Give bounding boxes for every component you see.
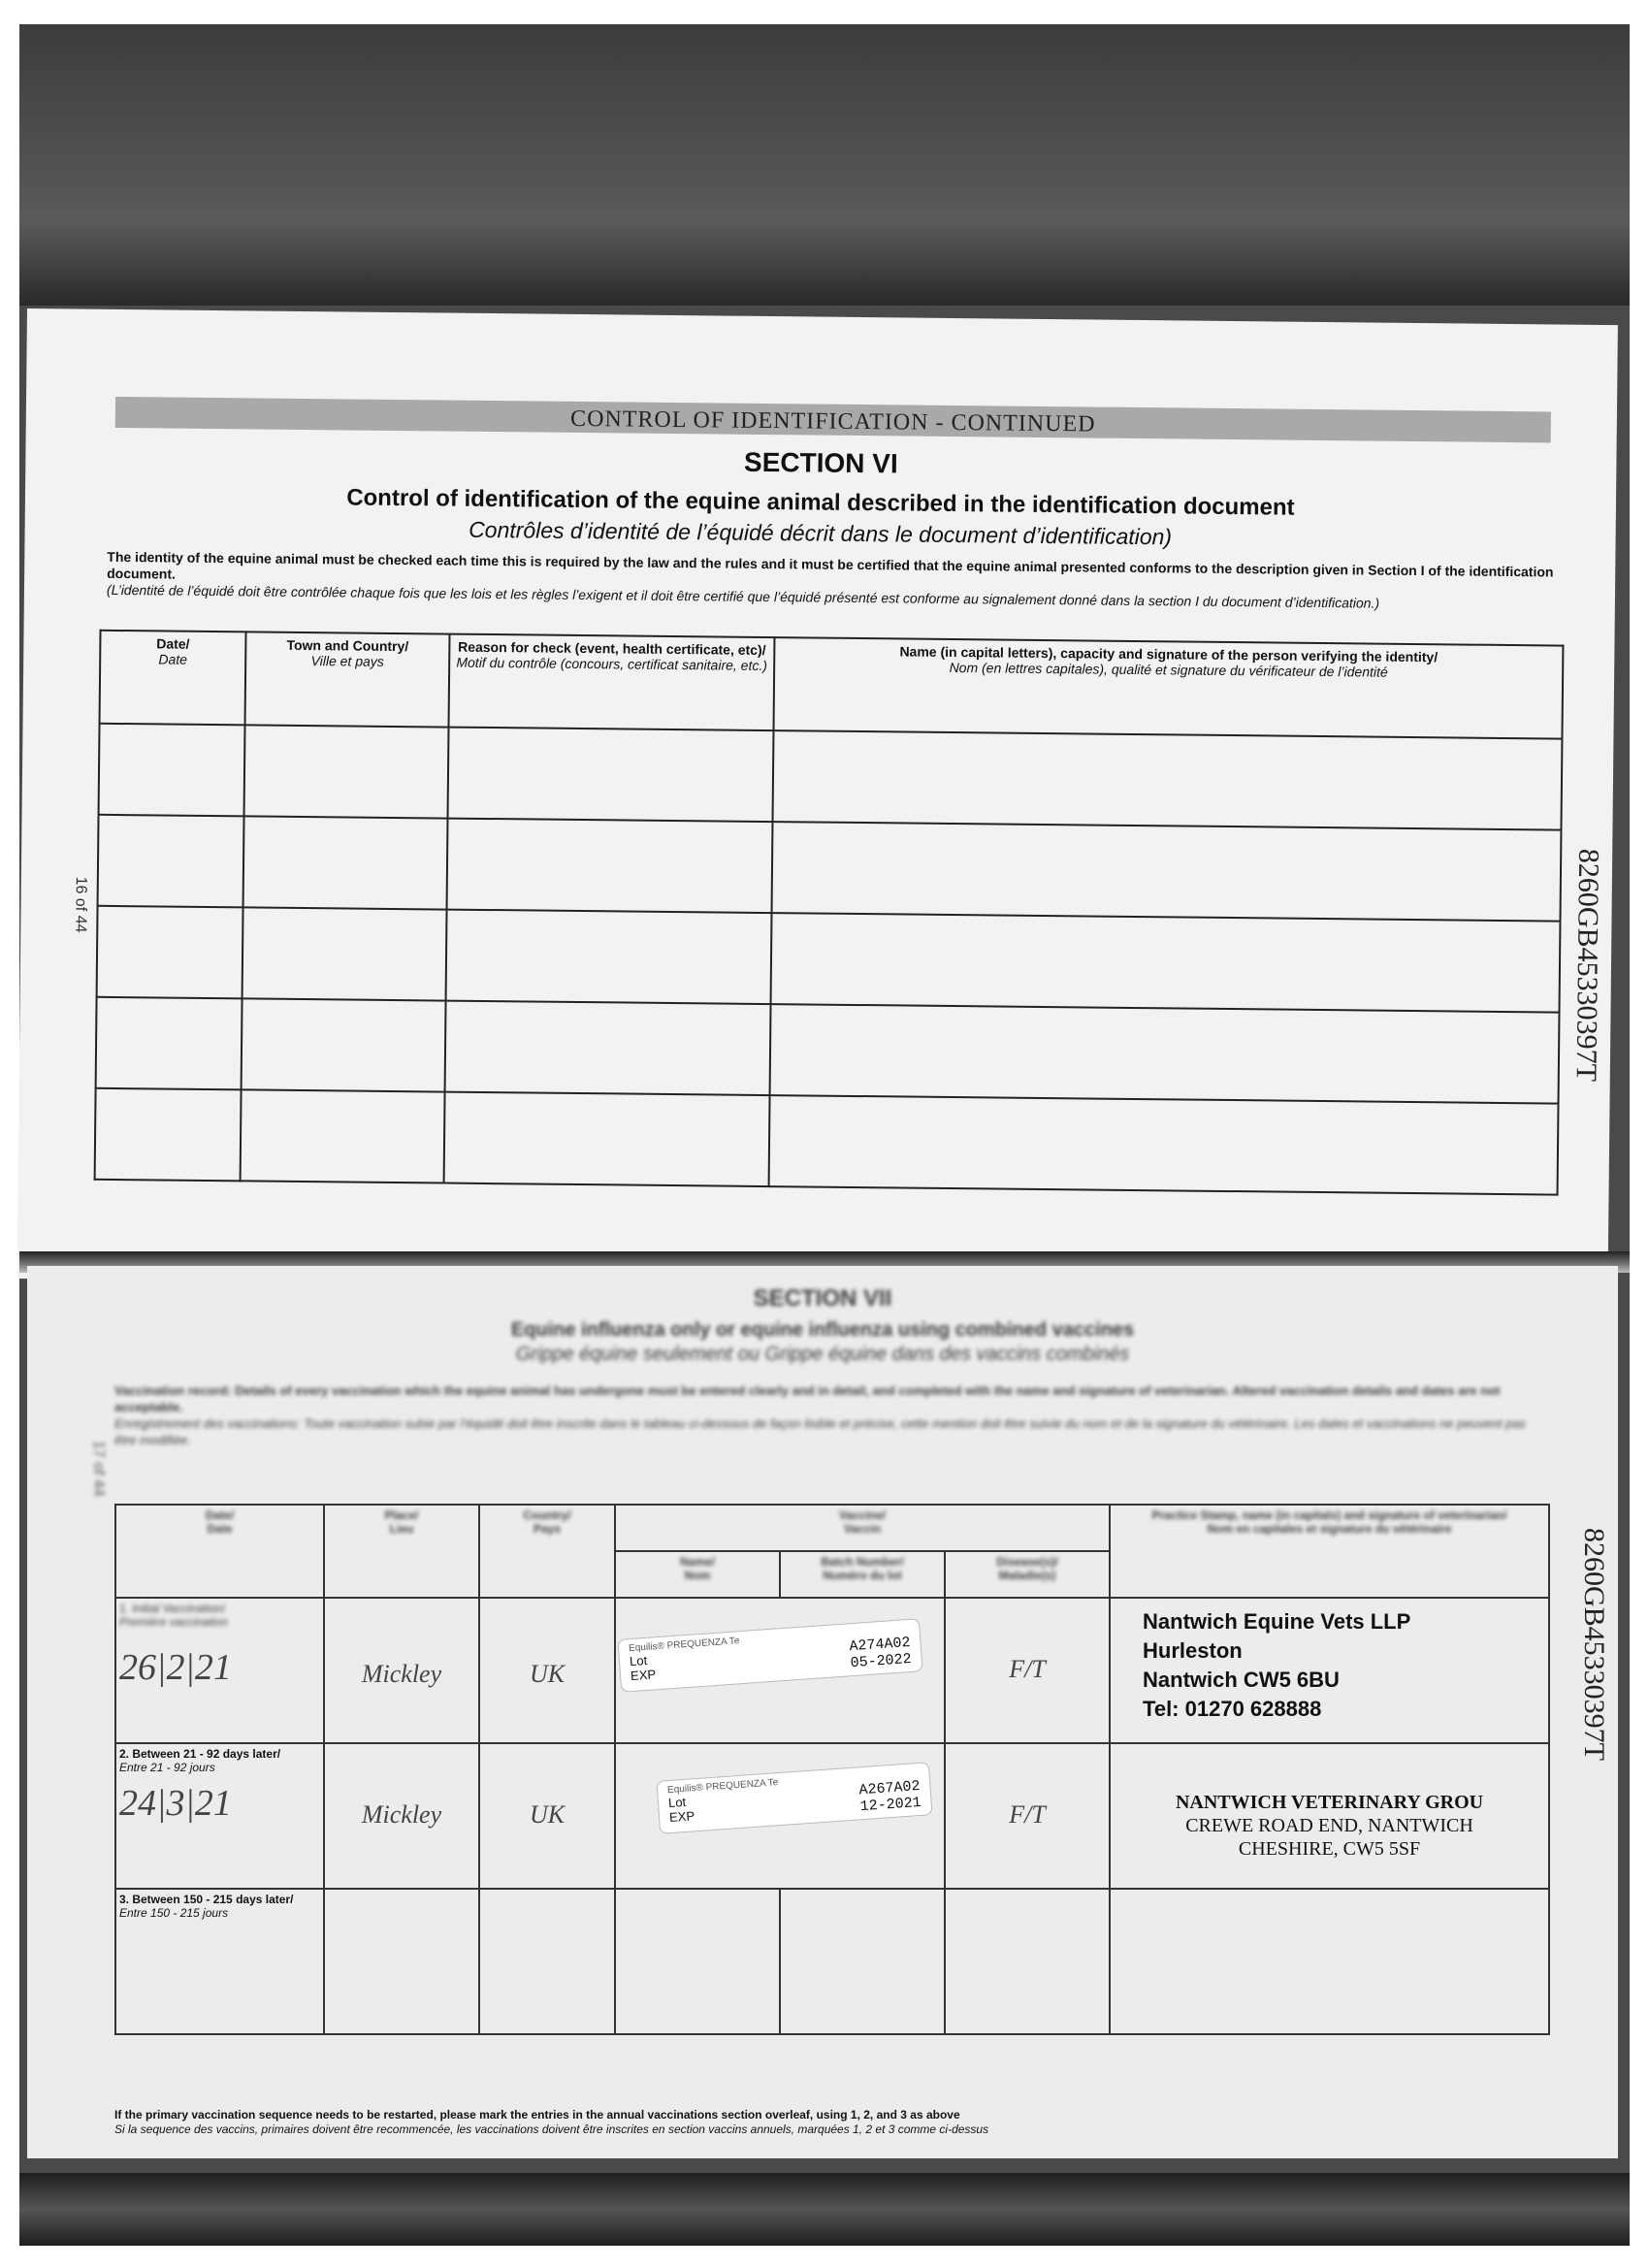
footnote-en: If the primary vaccination sequence needs to be restarted, please mark the entries in the annual vaccinations section overleaf, using 1, 2, and 3 as above: [114, 2108, 960, 2122]
scan-bottom-edge: [19, 2173, 1630, 2246]
section-subtitle-fr: Contrôles d’identité de l’équidé décrit dans le document d’identification): [469, 516, 1173, 550]
vac-col-batch: Batch Number/ Numéro du lot: [780, 1551, 945, 1598]
handwritten-date: 24|3|21: [119, 1783, 232, 1824]
vet-stamp-cell[interactable]: [1110, 1743, 1549, 1889]
scan-top-shadow: [19, 24, 1630, 306]
table-cell[interactable]: [98, 815, 244, 908]
control-page: [17, 308, 1618, 1295]
table-row: [97, 906, 1561, 1013]
vet-stamp-cell[interactable]: [1110, 1889, 1549, 2034]
table-cell[interactable]: [447, 819, 773, 914]
expiry-date: 12-2021: [859, 1794, 922, 1816]
vaccine-sticker-cell[interactable]: [615, 1743, 945, 1889]
vac-col-name: Name/ Nom: [615, 1551, 780, 1598]
vaccination-place-cell[interactable]: [324, 1743, 479, 1889]
handwritten-place: Mickley: [361, 1800, 442, 1829]
table-cell[interactable]: [771, 913, 1561, 1013]
vaccination-country-cell[interactable]: [479, 1743, 615, 1889]
disease-cell[interactable]: [945, 1889, 1110, 2034]
vaccination-intro: [114, 1382, 1550, 1448]
vaccine-name-cell[interactable]: [615, 1889, 780, 2034]
handwritten-place: Mickley: [361, 1660, 442, 1688]
col-town-country: Town and Country/ Ville et pays: [245, 632, 450, 727]
table-cell[interactable]: [444, 1092, 770, 1187]
footnote-fr: Si la sequence des vaccins, primaires doivent être recommencée, les vaccinations doivent être inscrites en section vaccins annuels, marquées 1, 2 et 3 comme ci-dessus: [114, 2122, 989, 2136]
vaccination-place-cell[interactable]: [324, 1889, 479, 2034]
vaccine-sticker-cell[interactable]: [615, 1598, 945, 1743]
vaccination-intro-en: Vaccination record: Details of every vaccination which the equine animal has undergone must be entered clearly and in detail, and completed with the name and signature of veterinarian. Altered vaccination details and dates are not acceptable.: [114, 1383, 1501, 1414]
vac-col-place: Place/ Lieu: [324, 1505, 479, 1598]
section-subtitle: Control of identification of the equine animal described in the identification document: [346, 484, 1295, 521]
table-cell[interactable]: [243, 816, 448, 909]
vaccination-place-cell[interactable]: [324, 1598, 479, 1743]
expiry-date: 05-2022: [850, 1650, 913, 1672]
control-table: [94, 630, 1565, 1196]
table-cell[interactable]: [446, 910, 772, 1005]
handwritten-country: UK: [529, 1800, 566, 1829]
table-cell[interactable]: [99, 724, 245, 817]
intro-fr: (L’identité de l’équidé doit être contrôlée chaque fois que les lois et les règles l’exigent et il doit être certifié que l’équidé présenté est conforme au signalement donné dans la section I du document d’identification.): [106, 581, 1380, 611]
vac-col-vaccine: Vaccine/ Vaccin: [615, 1505, 1110, 1551]
table-cell[interactable]: [769, 1095, 1559, 1195]
vaccination-header-row: [115, 1505, 1549, 1551]
table-cell[interactable]: [773, 730, 1563, 830]
batch-number: A267A02: [858, 1777, 922, 1799]
vaccination-date-cell[interactable]: 1. Initial Vaccination/ Première vaccination 26|2|21: [115, 1598, 324, 1743]
table-row: [115, 1598, 1549, 1743]
table-cell[interactable]: [242, 907, 447, 1000]
vaccine-sticker: Equilis® PREQUENZA Te Lot EXP A267A02 12-2021: [656, 1762, 932, 1834]
vaccination-section-title: SECTION VII: [753, 1285, 892, 1312]
table-row: [95, 1088, 1559, 1195]
vaccination-country-cell[interactable]: [479, 1598, 615, 1743]
table-cell[interactable]: [244, 725, 449, 818]
table-cell[interactable]: [772, 822, 1562, 922]
table-cell[interactable]: [97, 906, 243, 999]
table-row: [115, 1889, 1549, 2034]
footnote: [114, 2108, 1550, 2137]
vaccination-country-cell[interactable]: [479, 1889, 615, 2034]
col-reason: Reason for check (event, health certificate, etc)/ Motif du contrôle (concours, certificat sanitaire, etc.): [449, 634, 775, 731]
table-row: [98, 815, 1562, 922]
table-cell[interactable]: [448, 728, 774, 823]
vaccination-subtitle: Equine influenza only or equine influenza using combined vaccines: [510, 1319, 1135, 1341]
vaccination-subtitle-fr: Grippe équine seulement ou Grippe équine dans des vaccins combinés: [515, 1344, 1130, 1365]
intro-text: [107, 549, 1562, 614]
batch-number: A274A02: [848, 1634, 912, 1656]
handwritten-disease: F/T: [1009, 1800, 1046, 1829]
vac-col-disease: Disease(s)/ Maladie(s): [945, 1551, 1110, 1598]
vet-stamp: NANTWICH VETERINARY GROU CREWE ROAD END, NANTWICH CHESHIRE, CW5 5SF: [1175, 1792, 1484, 1860]
handwritten-disease: F/T: [1009, 1655, 1046, 1683]
serial-number: 8260GB45330397T: [1578, 1528, 1610, 1761]
vac-col-date: Date/ Date: [115, 1505, 324, 1598]
vet-stamp: Nantwich Equine Vets LLP Hurleston Nantwich CW5 6BU Tel: 01270 628888: [1143, 1609, 1411, 1721]
disease-cell[interactable]: [945, 1598, 1110, 1743]
page-number: 16 of 44: [72, 876, 89, 933]
section-banner: CONTROL OF IDENTIFICATION - CONTINUED: [115, 397, 1551, 442]
vet-stamp-cell[interactable]: [1110, 1598, 1549, 1743]
vaccination-table: [114, 1504, 1550, 2035]
intro-en: The identity of the equine animal must be checked each time this is required by the law and the rules and it must be certified that the equine animal presented conforms to the description given in Section I of the identification document.: [107, 548, 1554, 582]
table-cell[interactable]: [96, 997, 242, 1090]
vaccination-page: [27, 1266, 1618, 2158]
table-cell[interactable]: [95, 1088, 242, 1182]
vac-col-country: Country/ Pays: [479, 1505, 615, 1598]
vaccination-date-cell[interactable]: 2. Between 21 - 92 days later/ Entre 21 - 92 jours 24|3|21: [115, 1743, 324, 1889]
col-date: Date/ Date: [100, 631, 246, 726]
vaccination-intro-fr: Enregistrement des vaccinations: Toute vaccination subie par l’équidé doit être inscrite dans le tableau ci-dessous de façon lisible et précise, cette mention doit être suivie du nom et de la signature du vétérinaire. Les dates et vaccinations ne peuvent pas être modifiée.: [114, 1416, 1526, 1447]
vaccination-date-cell[interactable]: 3. Between 150 - 215 days later/ Entre 150 - 215 jours: [115, 1889, 324, 2034]
table-cell[interactable]: [445, 1001, 771, 1096]
table-cell[interactable]: [770, 1004, 1560, 1104]
table-cell[interactable]: [241, 1089, 445, 1183]
table-cell[interactable]: [242, 998, 446, 1091]
batch-number-cell[interactable]: [780, 1889, 945, 2034]
table-row: [115, 1743, 1549, 1889]
page-number: 17 of 44: [90, 1441, 107, 1497]
vaccine-sticker: Equilis® PREQUENZA Te Lot EXP A274A02 05-2022: [617, 1618, 922, 1693]
vac-col-stamp: Practice Stamp, name (in capitals) and signature of veterinarian/ Nom en capitales et signature du vétérinaire: [1110, 1505, 1549, 1598]
col-verifier: Name (in capital letters), capacity and signature of the person verifying the identity/ Nom (en lettres capitales), qualité et signature du vérificateur de l’identité: [773, 637, 1563, 739]
section-title: SECTION VI: [743, 446, 898, 479]
disease-cell[interactable]: [945, 1743, 1110, 1889]
table-row: [96, 997, 1560, 1104]
serial-number: 8260GB45330397T: [1569, 848, 1605, 1083]
control-table-header: [100, 631, 1564, 739]
handwritten-date: 26|2|21: [119, 1647, 232, 1688]
handwritten-country: UK: [529, 1660, 566, 1688]
table-row: [99, 724, 1563, 830]
